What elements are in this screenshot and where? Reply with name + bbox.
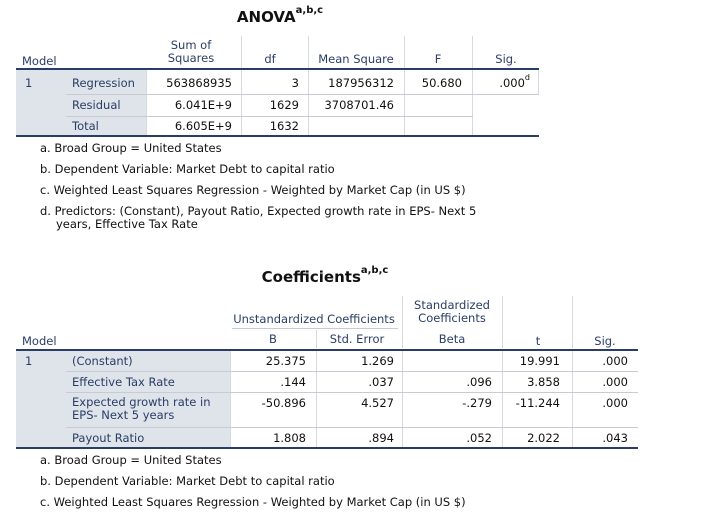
coef-cell-beta: .052 — [466, 431, 492, 445]
coef-cell-beta: .096 — [466, 375, 492, 389]
anova-row-rule-2 — [66, 116, 473, 117]
coef-row-label: Effective Tax Rate — [72, 375, 175, 389]
coef-footnote: a. Broad Group = United States — [40, 453, 222, 467]
coef-row-label: (Constant) — [72, 354, 133, 368]
coef-header-b: B — [269, 332, 277, 346]
anova-header-df: df — [264, 52, 276, 66]
anova-bottom-rule — [16, 135, 539, 137]
anova-cell-f: 50.680 — [421, 76, 462, 90]
anova-row-label: Residual — [72, 98, 121, 112]
anova-model-number: 1 — [25, 76, 33, 90]
coef-footnote: c. Weighted Least Squares Regression - Weighted by Market Cap (in US $) — [40, 495, 466, 509]
coef-bottom-rule — [16, 447, 638, 449]
coef-header-sep-4 — [316, 330, 317, 348]
coef-row-rule-3 — [66, 427, 638, 428]
coef-cell-se: .037 — [368, 375, 394, 389]
anova-footnote-cont: years, Effective Tax Rate — [56, 217, 198, 231]
anova-title-sup: a,b,c — [295, 5, 324, 16]
coefficients-title-sup: a,b,c — [360, 265, 389, 276]
coef-header-model: Model — [22, 334, 57, 348]
anova-header-sep-2 — [308, 36, 309, 68]
coefficients-title — [240, 265, 410, 286]
coef-footnote: b. Dependent Variable: Market Debt to capital ratio — [40, 474, 335, 488]
coef-header-std: Standardized Coefficients — [414, 298, 490, 325]
coef-cell-b: 25.375 — [265, 354, 306, 368]
anova-footnote: a. Broad Group = United States — [40, 141, 222, 155]
coef-header-se: Std. Error — [329, 332, 385, 346]
coef-model-number: 1 — [25, 354, 33, 368]
coefficients-title-text: Coefficients — [261, 268, 361, 286]
coef-header-sep-1 — [402, 296, 403, 348]
anova-header-model: Model — [22, 54, 57, 68]
coef-header-sig: Sig. — [594, 334, 616, 348]
coef-cell-b: -50.896 — [261, 396, 306, 410]
anova-cell-df: 3 — [291, 76, 299, 90]
anova-footnote: c. Weighted Least Squares Regression - Weighted by Market Cap (in US $) — [40, 183, 466, 197]
anova-footnote: d. Predictors: (Constant), Payout Ratio, Expected growth rate in EPS- Next 5 — [40, 204, 477, 218]
coef-cell-t: 2.022 — [527, 431, 560, 445]
anova-cell-sum-sq: 6.041E+9 — [174, 98, 232, 112]
anova-header-sep-3 — [404, 36, 405, 68]
coef-header-unstd-rule — [232, 328, 398, 329]
anova-row-label: Regression — [72, 76, 135, 90]
coef-cell-t: -11.244 — [515, 396, 560, 410]
anova-cell-mean-sq: 187956312 — [328, 76, 394, 90]
coef-cell-se: 4.527 — [361, 396, 394, 410]
anova-header-sep-4 — [472, 36, 473, 68]
anova-header-sum-sq: Sum of Squares — [167, 38, 215, 65]
anova-cell-df: 1629 — [269, 98, 299, 112]
coef-cell-beta: -.279 — [462, 396, 492, 410]
coef-row-rule-2 — [66, 392, 638, 393]
anova-footnote: b. Dependent Variable: Market Debt to capital ratio — [40, 162, 335, 176]
anova-cell-mean-sq: 3708701.46 — [324, 98, 394, 112]
coef-header-beta: Beta — [438, 332, 466, 346]
anova-header-sig: Sig. — [495, 52, 517, 66]
coef-header-sep-2 — [502, 296, 503, 348]
coef-cell-b: .144 — [280, 375, 306, 389]
anova-body-sep-4b — [472, 94, 473, 136]
anova-row-rule-1 — [66, 94, 539, 95]
coef-header-t: t — [535, 334, 541, 348]
coef-cell-sig: .000 — [602, 354, 628, 368]
coef-cell-se: 1.269 — [361, 354, 394, 368]
coef-row-label: Expected growth rate in EPS- Next 5 years — [72, 395, 211, 422]
coef-cell-sig: .000 — [602, 375, 628, 389]
coef-cell-sig: .000 — [602, 396, 628, 410]
anova-cell-df: 1632 — [269, 119, 299, 133]
coef-cell-b: 1.808 — [273, 431, 306, 445]
anova-title — [200, 5, 360, 26]
anova-cell-sig-value: .000 — [499, 76, 525, 90]
coef-cell-t: 19.991 — [519, 354, 560, 368]
coef-header-unstd: Unstandardized Coefficients — [233, 312, 395, 326]
coef-cell-sig: .043 — [602, 431, 628, 445]
coef-cell-t: 3.858 — [527, 375, 560, 389]
anova-cell-sig — [472, 73, 530, 90]
coef-row-label: Payout Ratio — [72, 431, 145, 445]
anova-body-sep-5 — [538, 70, 539, 94]
anova-cell-sig-sup: d — [524, 73, 530, 82]
coef-cell-se: .894 — [368, 431, 394, 445]
anova-cell-sum-sq: 563868935 — [166, 76, 232, 90]
anova-row-label: Total — [72, 119, 99, 133]
anova-header-sep-1 — [241, 36, 242, 68]
coef-row-rule-1 — [66, 371, 638, 372]
anova-header-f: F — [434, 52, 442, 66]
coef-header-sep-3 — [572, 296, 573, 348]
anova-title-text: ANOVA — [236, 8, 296, 26]
anova-cell-sum-sq: 6.605E+9 — [174, 119, 232, 133]
anova-header-mean-sq: Mean Square — [318, 52, 394, 66]
